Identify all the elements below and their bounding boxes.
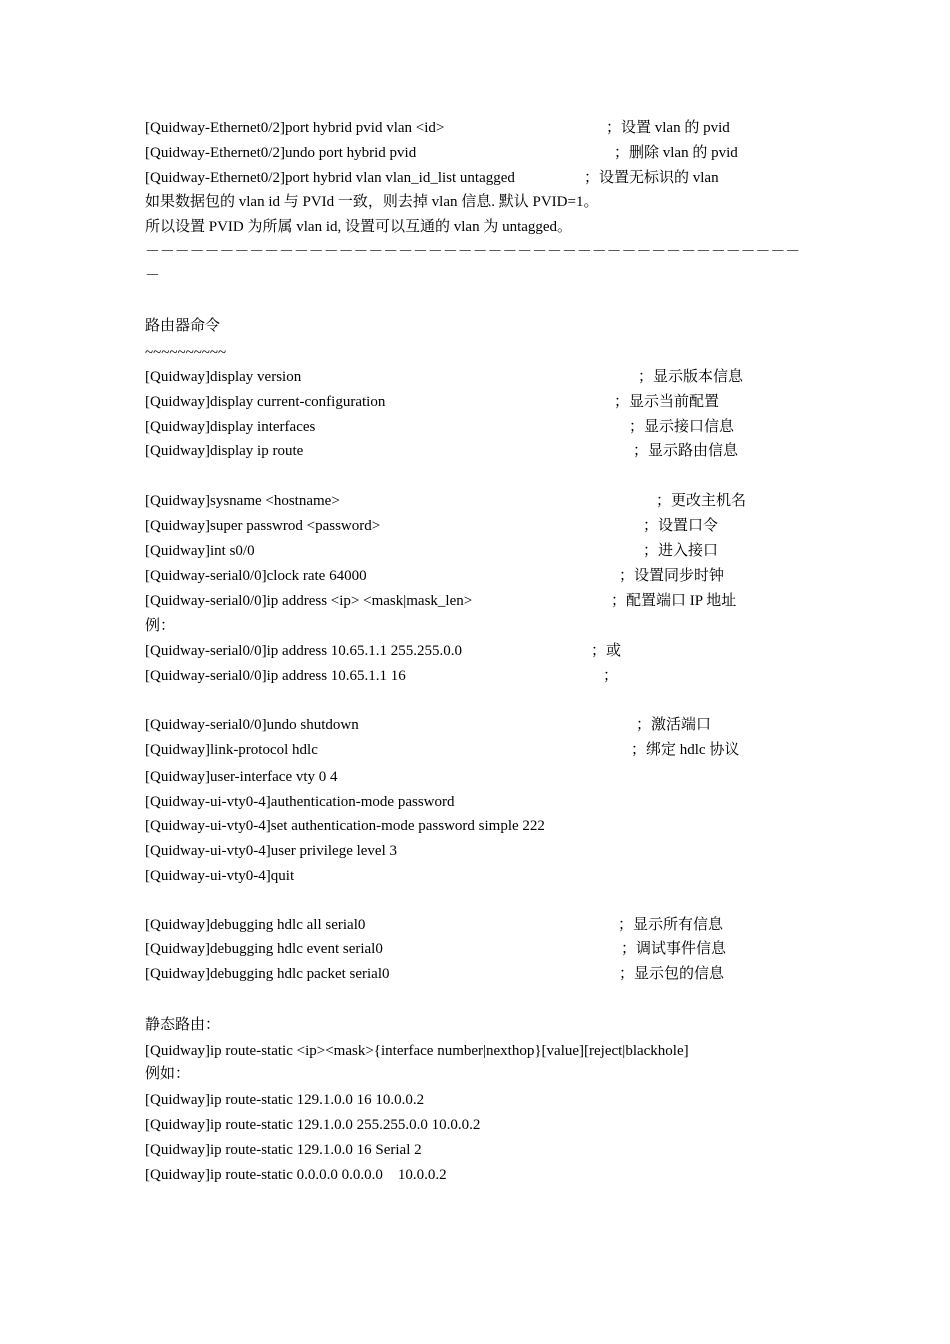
cmd-display-version: [Quidway]display version bbox=[145, 369, 302, 385]
cmd-user-privilege: [Quidway-ui-vty0-4]user privilege level 3 bbox=[145, 843, 398, 859]
note-ip-address-example-mask: ；或 bbox=[591, 643, 622, 659]
note-display-ip-route: ；显示路由信息 bbox=[633, 443, 739, 459]
cmd-quit: [Quidway-ui-vty0-4]quit bbox=[145, 868, 295, 884]
note-ip-address-example-len: ； bbox=[603, 668, 619, 684]
note-link-protocol: ；绑定 hdlc 协议 bbox=[631, 742, 740, 758]
note-debug-all: ；显示所有信息 bbox=[618, 917, 724, 933]
cmd-clock-rate: [Quidway-serial0/0]clock rate 64000 bbox=[145, 568, 367, 584]
note-debug-event: ；调试事件信息 bbox=[621, 941, 727, 957]
cmd-ip-address-example-len: [Quidway-serial0/0]ip address 10.65.1.1 16 bbox=[145, 668, 406, 684]
cmd-route-static-len: [Quidway]ip route-static 129.1.0.0 16 10.0.0.2 bbox=[145, 1092, 425, 1108]
cmd-route-static-default: [Quidway]ip route-static 0.0.0.0 0.0.0.0 10.0.0.2 bbox=[145, 1167, 447, 1183]
note-debug-packet: ；显示包的信息 bbox=[619, 966, 725, 982]
cmd-route-static-serial: [Quidway]ip route-static 129.1.0.0 16 Serial 2 bbox=[145, 1142, 422, 1158]
line-untagged-cmd: [Quidway-Ethernet0/2]port hybrid vlan vlan_id_list untagged bbox=[145, 170, 515, 186]
line-pvid-setting: 所以设置 PVID 为所属 vlan id, 设置可以互通的 vlan 为 untagged。 bbox=[145, 219, 573, 235]
line-pvid-cmd: [Quidway-Ethernet0/2]port hybrid pvid vlan <id> bbox=[145, 120, 445, 136]
note-ip-address: ；配置端口 IP 地址 bbox=[611, 593, 737, 609]
line-undo-pvid-note: ；删除 vlan 的 pvid bbox=[614, 145, 738, 161]
line-undo-pvid-cmd: [Quidway-Ethernet0/2]undo port hybrid pvid bbox=[145, 145, 417, 161]
cmd-display-ip-route: [Quidway]display ip route bbox=[145, 443, 304, 459]
cmd-ip-address: [Quidway-serial0/0]ip address <ip> <mask|mask_len> bbox=[145, 593, 473, 609]
cmd-debug-packet: [Quidway]debugging hdlc packet serial0 bbox=[145, 966, 390, 982]
heading-static-route: 静态路由： bbox=[145, 1017, 221, 1033]
tilde-underline: ~~~~~~~~~~ bbox=[145, 345, 227, 361]
cmd-link-protocol: [Quidway]link-protocol hdlc bbox=[145, 742, 318, 758]
cmd-debug-event: [Quidway]debugging hdlc event serial0 bbox=[145, 941, 383, 957]
note-sysname: ；更改主机名 bbox=[656, 493, 747, 509]
cmd-authentication-mode: [Quidway-ui-vty0-4]authentication-mode password bbox=[145, 794, 455, 810]
note-display-config: ；显示当前配置 bbox=[614, 394, 720, 410]
note-clock-rate: ；设置同步时钟 bbox=[619, 568, 725, 584]
heading-router-commands: 路由器命令 bbox=[145, 318, 221, 334]
note-display-version: ；显示版本信息 bbox=[638, 369, 744, 385]
cmd-route-static-mask: [Quidway]ip route-static 129.1.0.0 255.255.0.0 10.0.0.2 bbox=[145, 1117, 481, 1133]
cmd-ip-address-example-mask: [Quidway-serial0/0]ip address 10.65.1.1 255.255.0.0 bbox=[145, 643, 463, 659]
line-pvid-explain: 如果数据包的 vlan id 与 PVId 一致，则去掉 vlan 信息. 默认 PVID=1。 bbox=[145, 194, 599, 210]
cmd-display-interfaces: [Quidway]display interfaces bbox=[145, 419, 316, 435]
cmd-debug-all: [Quidway]debugging hdlc all serial0 bbox=[145, 917, 366, 933]
note-int-s0: ；进入接口 bbox=[643, 543, 719, 559]
cmd-int-s0: [Quidway]int s0/0 bbox=[145, 543, 255, 559]
line-pvid-note: ；设置 vlan 的 pvid bbox=[606, 120, 730, 136]
cmd-undo-shutdown: [Quidway-serial0/0]undo shutdown bbox=[145, 717, 359, 733]
note-display-interfaces: ；显示接口信息 bbox=[629, 419, 735, 435]
line-untagged-note: ；设置无标识的 vlan bbox=[584, 170, 719, 186]
cmd-sysname: [Quidway]sysname <hostname> bbox=[145, 493, 340, 509]
note-super-password: ；设置口令 bbox=[643, 518, 719, 534]
separator-line-wrap: － bbox=[145, 268, 160, 284]
cmd-set-authentication: [Quidway-ui-vty0-4]set authentication-mode password simple 222 bbox=[145, 818, 545, 834]
cmd-display-config: [Quidway]display current-configuration bbox=[145, 394, 386, 410]
cmd-super-password: [Quidway]super passwrod <password> bbox=[145, 518, 381, 534]
example-label-static: 例如： bbox=[145, 1066, 191, 1082]
cmd-user-interface: [Quidway]user-interface vty 0 4 bbox=[145, 769, 338, 785]
note-undo-shutdown: ；激活端口 bbox=[636, 717, 712, 733]
cmd-route-static-syntax: [Quidway]ip route-static <ip><mask>{interface number|nexthop}[value][reject|blackhole] bbox=[145, 1043, 689, 1059]
separator-line: －－－－－－－－－－－－－－－－－－－－－－－－－－－－－－－－－－－－－－－－－－－－ bbox=[145, 244, 801, 260]
example-label: 例： bbox=[145, 618, 176, 634]
